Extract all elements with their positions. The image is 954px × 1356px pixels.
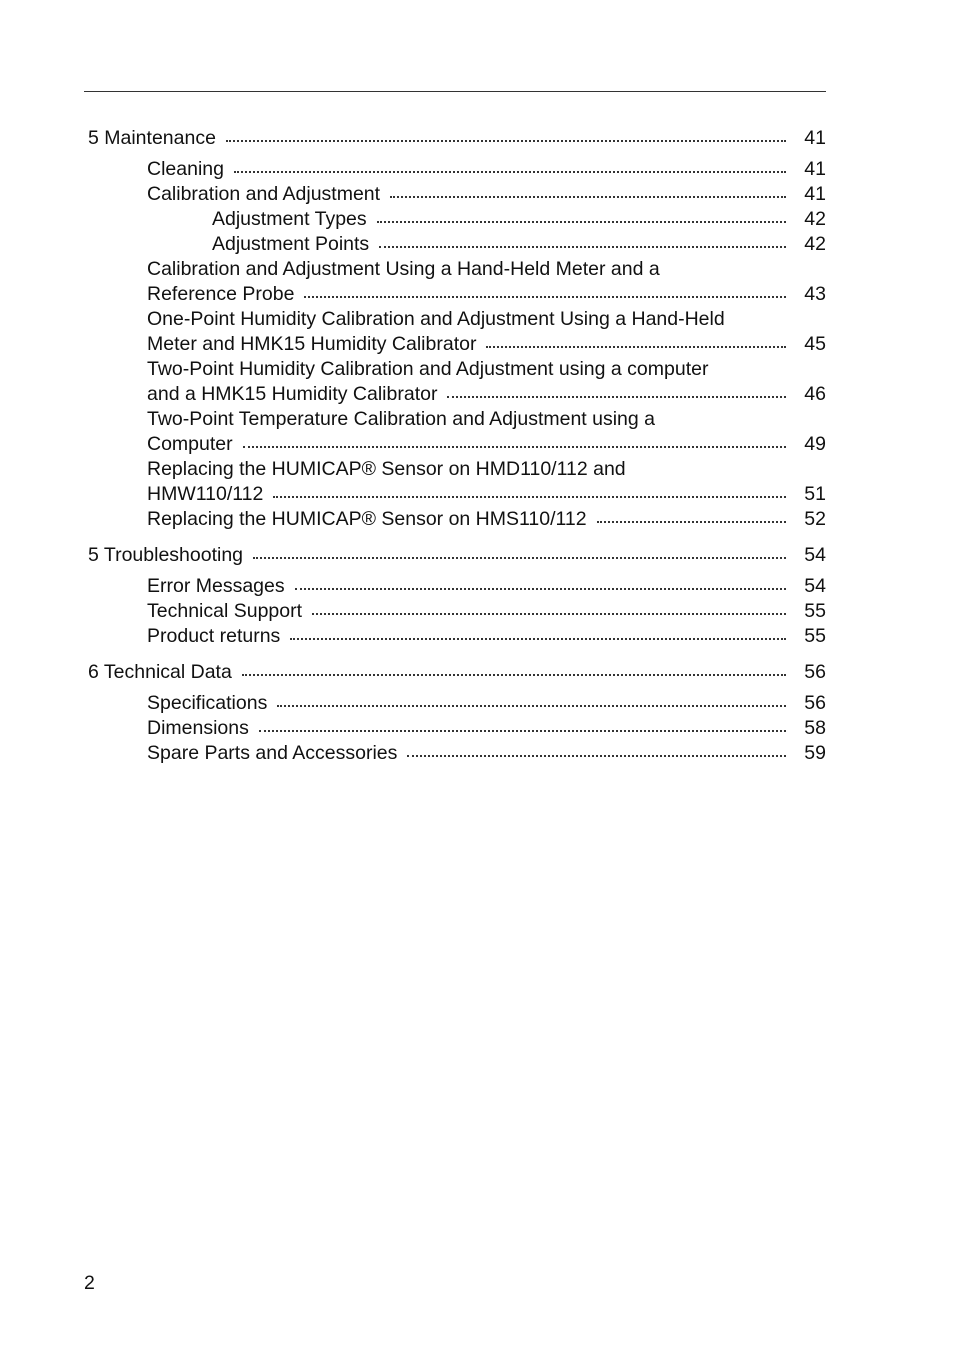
toc-entry-line <box>147 182 826 207</box>
toc-entry-title: 5 Troubleshooting <box>88 544 244 566</box>
toc-entry-line <box>147 741 826 766</box>
toc-entry-title-line: One-Point Humidity Calibration and Adjustment Using a Hand-Held <box>147 308 725 330</box>
toc-page-number: 58 <box>804 717 826 739</box>
toc-entry-title: Product returns <box>147 625 281 647</box>
toc-entry-title: Cleaning <box>147 158 224 180</box>
toc-section-entry[interactable] <box>88 307 826 357</box>
toc-entry-title: Adjustment Types <box>212 208 367 230</box>
toc-page-number: 43 <box>804 283 826 305</box>
toc-section-entry[interactable] <box>88 624 826 649</box>
dot-leader <box>390 196 786 198</box>
dot-leader <box>597 521 786 523</box>
toc-page-number: 51 <box>804 483 826 505</box>
page-number: 2 <box>84 1272 95 1294</box>
toc-entry-title: and a HMK15 Humidity Calibrator <box>147 383 438 405</box>
toc-entry-title: Adjustment Points <box>212 233 370 255</box>
dot-leader <box>234 171 786 173</box>
toc-page-number: 49 <box>804 433 826 455</box>
toc-entry-title: 5 Maintenance <box>88 127 216 149</box>
dot-leader <box>295 588 786 590</box>
toc-page-number: 54 <box>804 575 826 597</box>
toc-entry-line <box>147 574 826 599</box>
toc-entry-title: Technical Support <box>147 600 303 622</box>
toc-page-number: 41 <box>804 183 826 205</box>
toc-entry-line <box>88 660 826 685</box>
toc-entry-title: 6 Technical Data <box>88 661 232 683</box>
toc-section-entry[interactable] <box>88 741 826 766</box>
toc-entry-line <box>147 599 826 624</box>
toc-entry-title: Error Messages <box>147 575 285 597</box>
toc-entry-line <box>147 157 826 182</box>
toc-entry-line <box>147 382 826 407</box>
toc-entry-line <box>212 207 826 232</box>
toc-entry-title: Computer <box>147 433 233 455</box>
toc-page-number: 54 <box>804 544 826 566</box>
toc-section-entry[interactable] <box>88 507 826 532</box>
toc-section-entry[interactable] <box>88 716 826 741</box>
toc-entry-line <box>88 543 826 568</box>
toc-page-number: 45 <box>804 333 826 355</box>
toc-chapter-entry[interactable] <box>88 543 826 568</box>
toc-section-entry[interactable] <box>88 257 826 307</box>
toc-section-entry[interactable] <box>88 457 826 507</box>
toc-entry-title-line: Two-Point Temperature Calibration and Adjustment using a <box>147 408 656 430</box>
toc-entry-title: Replacing the HUMICAP® Sensor on HMS110/112 <box>147 508 587 530</box>
dot-leader <box>312 613 786 615</box>
toc-entry-title: Calibration and Adjustment <box>147 183 381 205</box>
dot-leader <box>304 296 786 298</box>
toc-entry-line <box>147 332 826 357</box>
toc-page-number: 42 <box>804 208 826 230</box>
toc-entry-line <box>147 624 826 649</box>
toc-page-number: 59 <box>804 742 826 764</box>
dot-leader <box>242 674 786 676</box>
toc-entry-line <box>147 482 826 507</box>
dot-leader <box>253 557 786 559</box>
toc-page-number: 55 <box>804 600 826 622</box>
toc-page-number: 56 <box>804 692 826 714</box>
toc-entry-title: Dimensions <box>147 717 249 739</box>
toc-entry-line <box>147 432 826 457</box>
toc-entry-title-line: Calibration and Adjustment Using a Hand-Held Meter and a <box>147 258 660 280</box>
toc-page-number: 46 <box>804 383 826 405</box>
toc-entry-line <box>147 691 826 716</box>
toc-entry-title: Reference Probe <box>147 283 295 305</box>
dot-leader <box>259 730 786 732</box>
toc-section-entry[interactable] <box>88 157 826 182</box>
toc-section-entry[interactable] <box>88 232 826 257</box>
toc-entry-line <box>147 507 826 532</box>
toc-section-entry[interactable] <box>88 574 826 599</box>
toc-page-number: 55 <box>804 625 826 647</box>
toc-entry-line <box>212 232 826 257</box>
toc-page-number: 41 <box>804 127 826 149</box>
dot-leader <box>407 755 786 757</box>
toc-entry-line <box>147 716 826 741</box>
toc-entry-title: Meter and HMK15 Humidity Calibrator <box>147 333 477 355</box>
toc-entry-title-line: Replacing the HUMICAP® Sensor on HMD110/112 and <box>147 458 626 480</box>
dot-leader <box>486 346 786 348</box>
toc-section-entry[interactable] <box>88 357 826 407</box>
table-of-contents <box>88 126 826 766</box>
toc-section-entry[interactable] <box>88 207 826 232</box>
dot-leader <box>273 496 786 498</box>
toc-page-number: 52 <box>804 508 826 530</box>
toc-section-entry[interactable] <box>88 182 826 207</box>
toc-chapter-entry[interactable] <box>88 126 826 151</box>
toc-entry-line <box>147 282 826 307</box>
dot-leader <box>447 396 786 398</box>
toc-section-entry[interactable] <box>88 599 826 624</box>
toc-entry-line <box>88 126 826 151</box>
toc-page-number: 41 <box>804 158 826 180</box>
dot-leader <box>277 705 786 707</box>
toc-section-entry[interactable] <box>88 407 826 457</box>
toc-entry-title: HMW110/112 <box>147 483 264 505</box>
toc-entry-title-line: Two-Point Humidity Calibration and Adjustment using a computer <box>147 358 709 380</box>
toc-page-number: 42 <box>804 233 826 255</box>
dot-leader <box>379 246 786 248</box>
dot-leader <box>290 638 786 640</box>
toc-page-number: 56 <box>804 661 826 683</box>
toc-section-entry[interactable] <box>88 691 826 716</box>
dot-leader <box>226 140 786 142</box>
dot-leader <box>243 446 786 448</box>
toc-entry-title: Specifications <box>147 692 268 714</box>
header-rule <box>84 91 826 92</box>
toc-chapter-entry[interactable] <box>88 660 826 685</box>
toc-entry-title: Spare Parts and Accessories <box>147 742 398 764</box>
dot-leader <box>377 221 786 223</box>
